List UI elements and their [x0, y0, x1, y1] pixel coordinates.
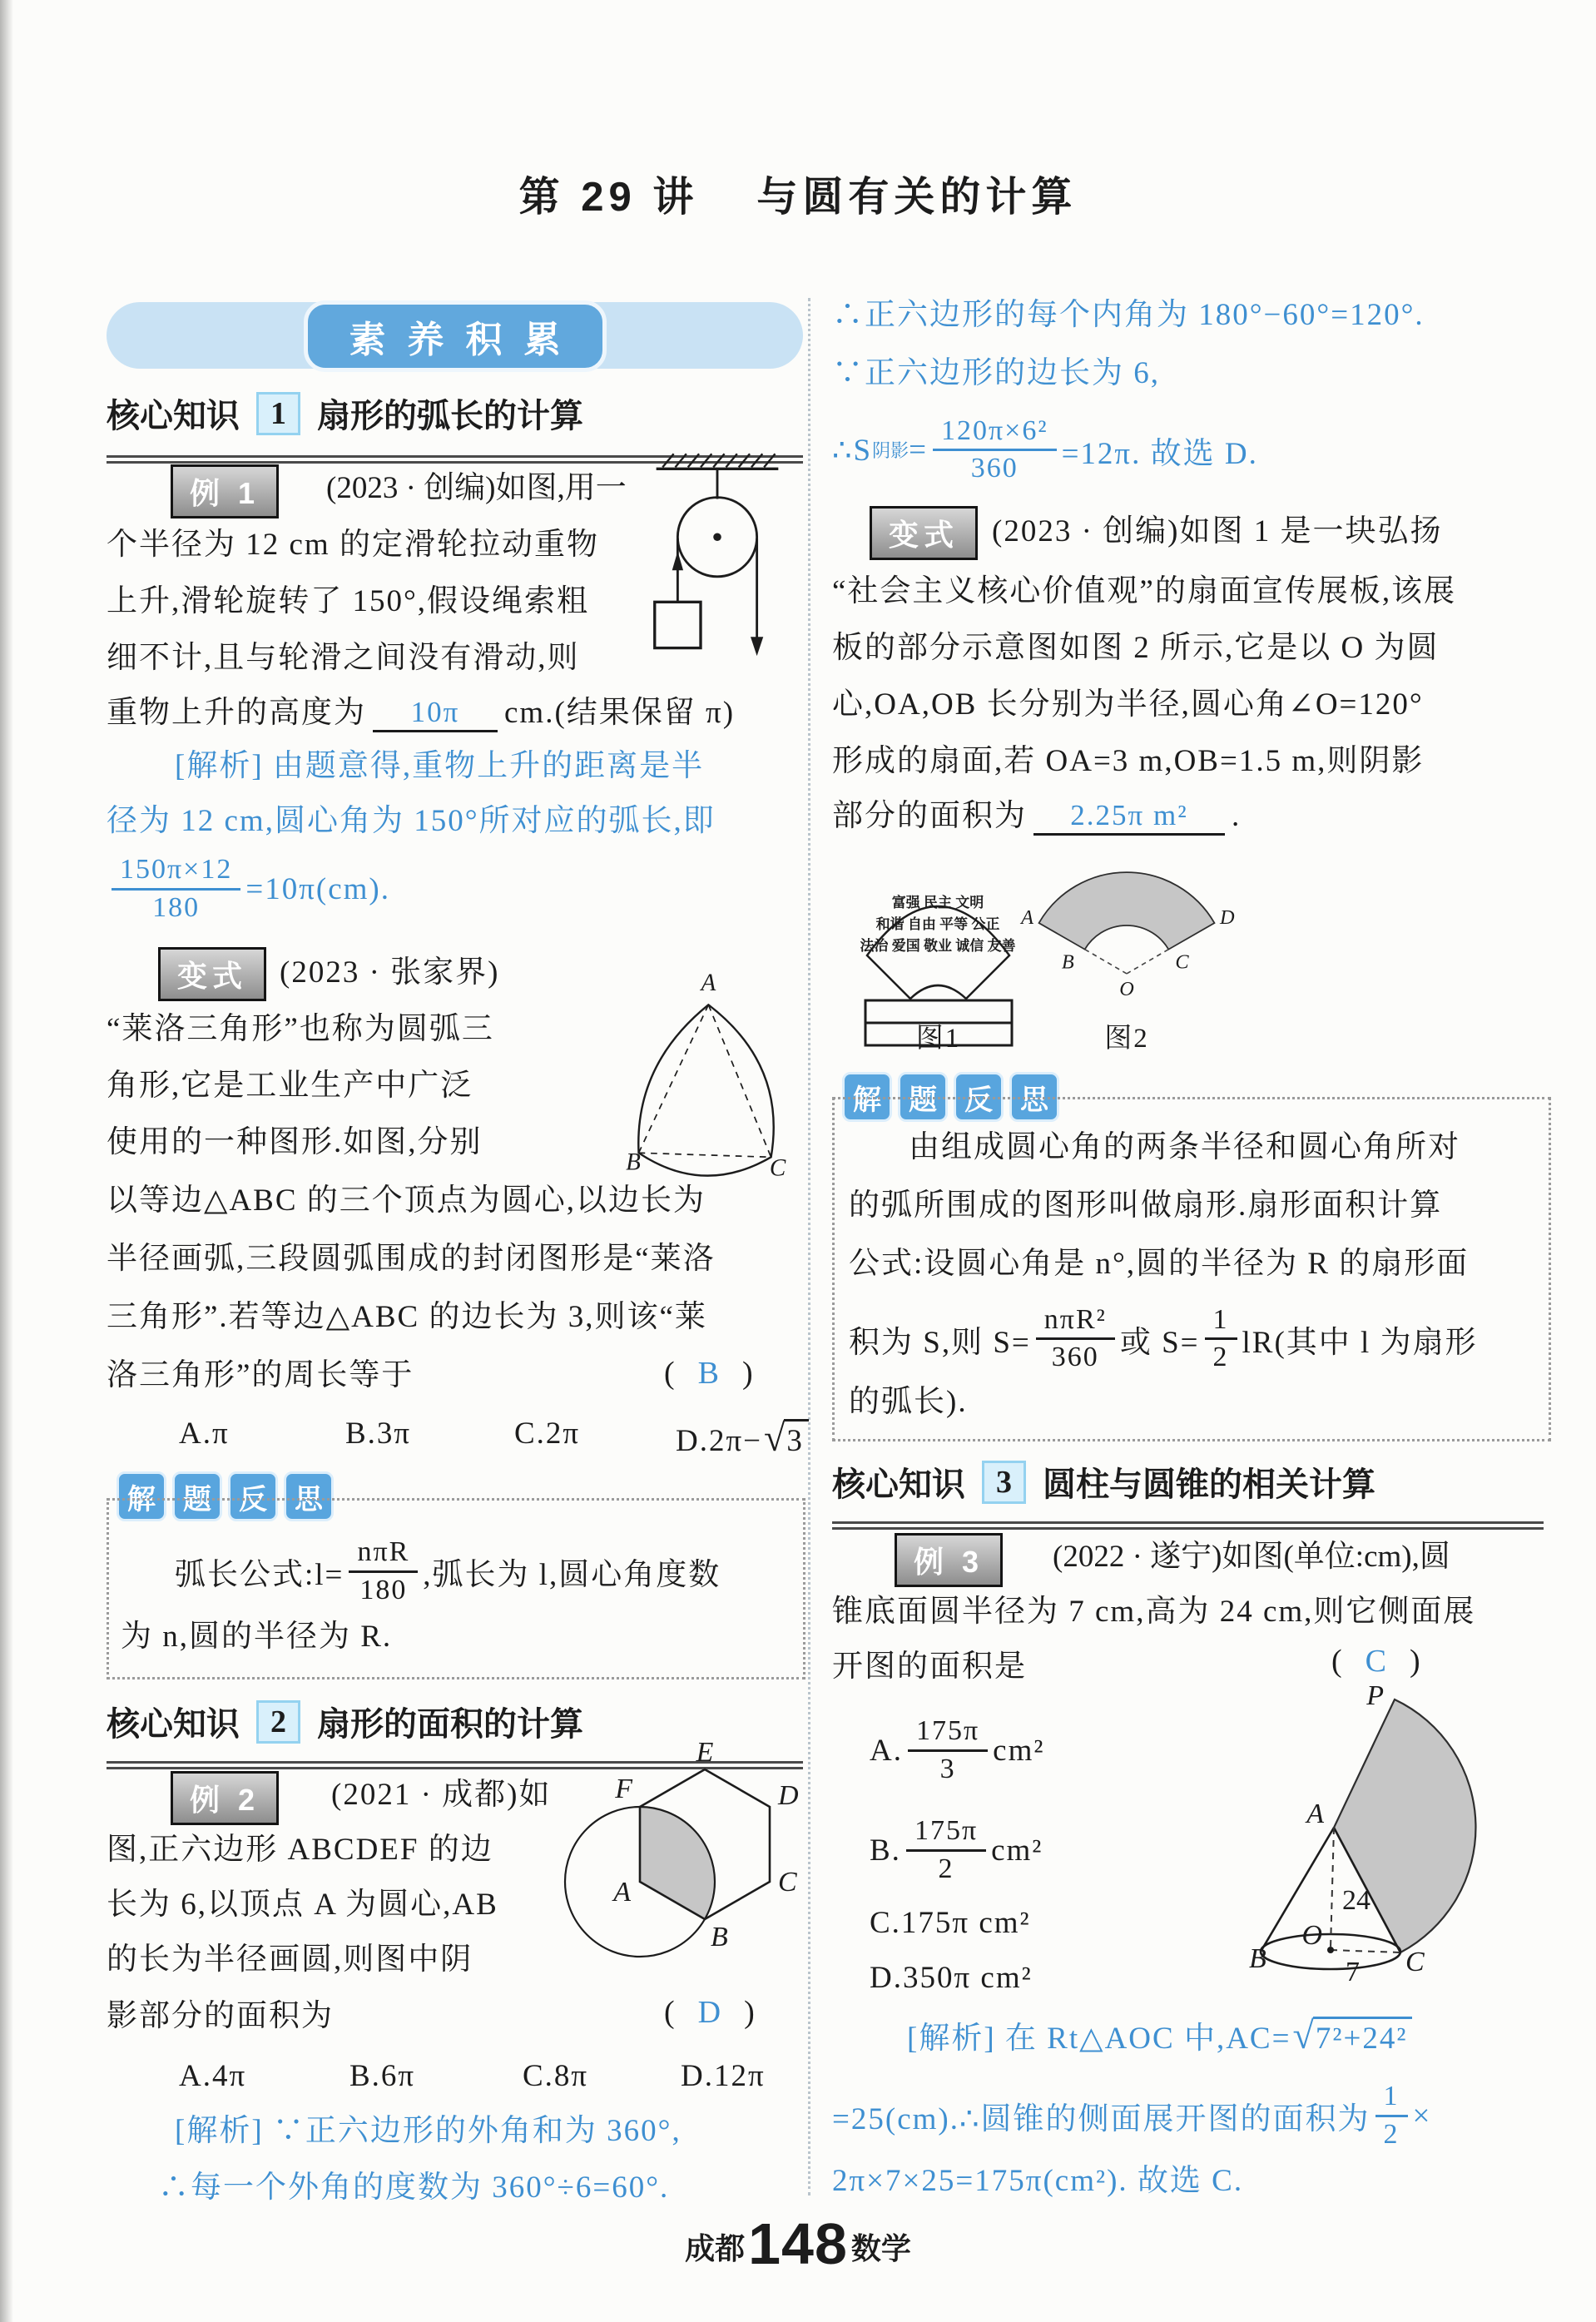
equals: =: [909, 433, 929, 467]
cone-sector-figure: [1236, 1680, 1485, 1987]
reflect2-line2: 的弧所围成的图形叫做扇形.扇形面积计算: [849, 1188, 1443, 1223]
ex1-line4: 细不计,且与轮滑之间没有滑动,则: [107, 641, 580, 675]
jiexi-tag: [解析]: [907, 2022, 996, 2056]
ex3-option-C: C.175π cm²: [870, 1906, 1031, 1940]
core-knowledge-label: 核心知识: [832, 1466, 965, 1503]
label-B: B: [1061, 950, 1074, 974]
fan-text-line3: 法治 爱国 敬业 诚信 友善: [860, 938, 1016, 954]
bs1-line5: 半径画弧,三段圆弧围成的封闭图形是“莱洛: [107, 1242, 716, 1276]
figure2-caption: 图2: [1104, 1024, 1149, 1054]
ex2-cont-line2: ∵正六边形的边长为 6,: [832, 356, 1160, 390]
suyang-badge: 素养积累: [304, 300, 607, 372]
core-knowledge-number: 3: [982, 1461, 1026, 1504]
fraction-denominator: 360: [1051, 1342, 1099, 1372]
core-knowledge-label: 核心知识: [107, 398, 240, 434]
ex2-option-A: A.4π: [179, 2059, 247, 2093]
ex3-sol-text2: =25(cm).∴圆锥的侧面展开图的面积为: [832, 2102, 1370, 2136]
ex3-solution-line2: [832, 2074, 1431, 2157]
radius-value: 7: [1346, 1957, 1360, 1987]
S-subscript: 阴影: [872, 440, 910, 461]
fan-board-figure: [857, 856, 1019, 1049]
bs1-line3: 使用的一种图形.如图,分别: [107, 1125, 483, 1159]
reuleaux-triangle-figure: [620, 970, 791, 1182]
reflect2-line5: 的弧长).: [849, 1385, 968, 1419]
cone-left-side: [1261, 1828, 1334, 1952]
fraction-denominator: 180: [359, 1574, 408, 1605]
jieti-tile: 反: [954, 1072, 1004, 1122]
radical: [764, 1415, 809, 1463]
radicand: 3: [784, 1419, 809, 1461]
arc-formula-fraction: [349, 1536, 418, 1605]
reflect2-line1: 由组成圆心角的两条半径和圆心角所对: [909, 1130, 1460, 1164]
paren-left: (: [664, 1995, 675, 2030]
vertex-label-E: E: [696, 1737, 714, 1768]
ex3-option-A: [870, 1704, 1044, 1796]
paren-right: ): [744, 1995, 755, 2030]
weight-box: [655, 602, 701, 647]
ex2-sol-text1: ∵正六边形的外角和为 360°,: [272, 2114, 682, 2148]
ceiling-hatch: [662, 454, 775, 467]
example3-badge: 例 3: [895, 1533, 1003, 1587]
ex3-solution-line3: 2π×7×25=175π(cm²). 故选 C.: [832, 2164, 1244, 2198]
ex2-answer-letter: D: [697, 1995, 721, 2030]
label-D: D: [1219, 905, 1235, 929]
column-divider: [808, 298, 810, 2195]
ex2-cont-result: =12π. 故选 D.: [1061, 436, 1258, 471]
page-title: [0, 165, 1596, 223]
vertex-label-B: B: [711, 1922, 728, 1952]
ex3-sol-text1: 在 Rt△AOC 中,AC=: [1004, 2022, 1291, 2056]
label-C: C: [1175, 950, 1189, 974]
vertex-label-A: A: [613, 1877, 631, 1908]
reflect1-text2: ,弧长为 l,圆心角度数: [423, 1558, 721, 1592]
reuleaux-outline: [638, 1005, 773, 1175]
lecture-title: 与圆有关的计算: [756, 175, 1078, 220]
ex1-answer-blank: 10π: [373, 697, 498, 733]
bs1-line7: 洛三角形”的周长等于: [107, 1358, 414, 1392]
reflect1-text1: 弧长公式:l=: [175, 1558, 344, 1592]
fraction-denominator: 3: [939, 1753, 956, 1784]
vertex-label-B: B: [626, 1149, 641, 1176]
variation2-badge: 变式: [870, 506, 978, 560]
ex3-sol-times: ×: [1412, 2098, 1432, 2133]
bs1-option-D-text: D.2π−: [676, 1424, 763, 1458]
sector-area-fraction: [933, 415, 1057, 484]
option-B-fraction: [906, 1815, 986, 1884]
fraction-denominator: 360: [970, 453, 1019, 484]
arc-length-fraction: [112, 854, 240, 923]
ex1-line1: (2023 · 创编)如图,用一: [326, 471, 627, 505]
vertex-label-D: D: [778, 1780, 799, 1811]
bs1-option-C: C.2π: [514, 1417, 581, 1451]
ex3-answer: [1331, 1643, 1420, 1679]
core-knowledge-2-heading: [107, 1698, 583, 1745]
fan-text-line1: 富强 民主 文明: [891, 895, 984, 910]
bs1-line1: “莱洛三角形”也称为圆弧三: [107, 1012, 494, 1046]
reflect2-text-c: lR(其中 l 为扇形: [1242, 1325, 1478, 1360]
reuleaux-chords: [639, 1005, 771, 1157]
core-knowledge-1-heading: [107, 389, 583, 437]
paren-left: (: [664, 1356, 675, 1391]
fraction-denominator: 2: [938, 1853, 954, 1884]
jiexi-tag: [解析]: [175, 2114, 264, 2148]
annular-sector-figure: [1021, 859, 1235, 1002]
label-O: O: [1119, 977, 1134, 1000]
figure1-caption: 图1: [915, 1024, 961, 1054]
footer-subject: 数学: [850, 2231, 911, 2265]
fraction-numerator: nπR: [349, 1536, 418, 1572]
bs2-line2: 板的部分示意图如图 2 所示,它是以 O 为圆: [832, 631, 1440, 665]
footer-page-number: 148: [748, 2211, 848, 2276]
paren-left: (: [1331, 1644, 1342, 1679]
vertex-label-A: A: [701, 970, 716, 997]
ex1-line2: 个半径为 12 cm 的定滑轮拉动重物: [107, 528, 599, 562]
core-knowledge-number: 2: [256, 1700, 300, 1744]
fraction-denominator: 180: [152, 891, 201, 923]
core-knowledge-label: 核心知识: [107, 1706, 240, 1743]
fraction-denominator: 2: [1383, 2118, 1400, 2150]
radius-dashed-lines: [1085, 950, 1169, 974]
ex1-answer-prefix: 重物上升的高度为: [107, 696, 366, 730]
ex1-line5: [107, 694, 735, 732]
core-knowledge-title: 扇形的面积的计算: [317, 1706, 583, 1743]
option-unit: cm²: [991, 1833, 1043, 1868]
ex1-solution-line1: [175, 747, 704, 786]
bs2-line3: 心,OA,OB 长分别为半径,圆心角∠O=120°: [832, 687, 1424, 722]
jieti-tile: 题: [898, 1072, 948, 1122]
ex2-line3: 长为 6,以顶点 A 为圆心,AB: [107, 1888, 498, 1922]
bs2-source: (2023 · 创编)如图 1 是一块弘扬: [992, 514, 1443, 548]
jieti-tile: 思: [1009, 1072, 1059, 1122]
core-knowledge-title: 扇形的弧长的计算: [317, 398, 583, 434]
ex2-line4: 的长为半径画圆,则图中阴: [107, 1942, 473, 1977]
vertex-label-C: C: [778, 1867, 797, 1898]
ex1-answer-suffix: cm.(结果保留 π): [504, 696, 736, 730]
center-dot: [1327, 1947, 1334, 1953]
radical-sign: √: [1292, 2015, 1316, 2057]
bs2-line1: “社会主义核心价值观”的扇面宣传展板,该展: [832, 574, 1457, 608]
option-letter: A.: [870, 1733, 903, 1768]
bs1-line6: 三角形”.若等边△ABC 的边长为 3,则该“莱: [107, 1300, 707, 1334]
ex2-option-B: B.6π: [349, 2059, 416, 2093]
hexagon-circle-figure: [543, 1737, 800, 1971]
jieti-tile: 解: [116, 1471, 166, 1521]
ex2-option-D: D.12π: [681, 2059, 766, 2093]
reflect1-line1: [175, 1530, 721, 1613]
half-fraction: [1205, 1304, 1237, 1373]
example1-badge: 例 1: [171, 464, 279, 518]
pulley-figure: [634, 446, 800, 669]
fraction-numerator: 175π: [908, 1715, 988, 1751]
example2-badge: 例 2: [171, 1771, 279, 1825]
ex1-sol-result: =10π(cm).: [245, 871, 390, 906]
ex3-line3: 开图的面积是: [832, 1650, 1027, 1684]
ex3-answer-letter: C: [1365, 1644, 1387, 1679]
ex2-cont-line3: [832, 406, 1258, 494]
suyang-band: [107, 302, 803, 369]
ex3-line2: 锥底面圆半径为 7 cm,高为 24 cm,则它侧面展: [832, 1595, 1476, 1629]
bs1-answer-letter: B: [697, 1356, 720, 1391]
ex2-line1: (2021 · 成都)如: [331, 1778, 552, 1812]
reflect1-line2: 为 n,圆的半径为 R.: [121, 1620, 393, 1654]
ex3-solution-line1: [907, 2012, 1412, 2061]
bs2-line5: [832, 797, 1241, 836]
area-formula-fraction: [1036, 1304, 1115, 1373]
lecture-number: 第 29 讲: [518, 175, 699, 220]
ex3-line1: (2022 · 遂宁)如图(单位:cm),圆: [1053, 1540, 1450, 1574]
ex1-solution-line2: 径为 12 cm,圆心角为 150°所对应的弧长,即: [107, 804, 716, 838]
ex3-option-B: [870, 1804, 1043, 1896]
footer-city: 成都: [685, 2231, 746, 2265]
half-fraction: [1375, 2081, 1408, 2150]
label-O: O: [1301, 1920, 1322, 1951]
ex2-line5: 影部分的面积为: [107, 1999, 334, 2033]
bs1-line4: 以等边△ABC 的三个顶点为圆心,以边长为: [107, 1183, 706, 1218]
ex2-solution-line2: ∴每一个外角的度数为 360°÷6=60°.: [158, 2171, 670, 2205]
fraction-denominator: 2: [1212, 1342, 1229, 1372]
variation1-badge: 变式: [158, 947, 266, 1001]
radical: [1292, 2012, 1412, 2061]
bs1-option-B: B.3π: [345, 1417, 412, 1451]
option-unit: cm²: [993, 1733, 1045, 1768]
ex2-solution-line1: [175, 2112, 682, 2151]
ex1-solution-line3: [107, 847, 390, 930]
bs2-answer-blank: 2.25π m²: [1033, 801, 1225, 836]
ex2-option-C: C.8π: [523, 2059, 589, 2093]
option-letter: B.: [870, 1833, 901, 1868]
S-symbol: ∴S: [832, 433, 873, 468]
ex2-answer: [664, 1994, 755, 2031]
jieti-tile: 解: [842, 1072, 892, 1122]
ex3-option-D: D.350π cm²: [870, 1961, 1033, 1995]
label-B: B: [1249, 1943, 1266, 1974]
reflect2-text-a: 积为 S,则 S=: [849, 1325, 1031, 1360]
scan-edge-shadow: [0, 0, 13, 2322]
heading-rule: [832, 1521, 1544, 1530]
bs1-option-A: A.π: [179, 1417, 230, 1451]
down-arrow-icon: [751, 637, 763, 656]
vertex-label-F: F: [615, 1774, 632, 1804]
bs2-line4: 形成的扇面,若 OA=3 m,OB=1.5 m,则阴影: [832, 744, 1425, 778]
bs1-option-D: [676, 1415, 809, 1463]
label-C: C: [1405, 1947, 1425, 1977]
ex1-sol-text1: 由题意得,重物上升的距离是半: [272, 749, 705, 783]
fraction-numerator: 1: [1205, 1304, 1237, 1340]
fraction-numerator: 120π×6²: [933, 415, 1057, 451]
ex1-line3: 上升,滑轮旋转了 150°,假设绳索粗: [107, 584, 590, 618]
pulley-axle: [713, 533, 721, 541]
label-A: A: [1021, 905, 1034, 929]
radicand: 7²+24²: [1313, 2017, 1413, 2058]
paren-right: ): [742, 1356, 753, 1391]
fraction-numerator: 150π×12: [112, 854, 240, 890]
ex2-line2: 图,正六边形 ABCDEF 的边: [107, 1833, 493, 1867]
bs2-answer-suffix: .: [1232, 799, 1242, 833]
vertex-label-C: C: [769, 1154, 786, 1182]
fraction-numerator: nπR²: [1036, 1304, 1115, 1340]
page-footer: [0, 2210, 1596, 2277]
core-knowledge-title: 圆柱与圆锥的相关计算: [1043, 1466, 1375, 1503]
fan-text-line2: 和谐 自由 平等 公正: [875, 916, 1000, 932]
shaded-annulus: [1039, 872, 1215, 950]
fraction-numerator: 1: [1375, 2081, 1408, 2116]
bs2-answer-prefix: 部分的面积为: [832, 799, 1027, 833]
height-value: 24: [1342, 1885, 1370, 1916]
label-P: P: [1366, 1680, 1384, 1711]
bs1-source: (2023 · 张家界): [280, 955, 500, 990]
radical-sign: √: [764, 1417, 787, 1460]
bs1-answer: [664, 1355, 753, 1392]
reflect2-line4: [849, 1295, 1478, 1382]
core-knowledge-number: 1: [256, 392, 300, 435]
jiexi-tag: [解析]: [175, 749, 264, 783]
reflect2-line3: 公式:设圆心角是 n°,圆的半径为 R 的扇形面: [849, 1247, 1470, 1281]
label-A: A: [1306, 1799, 1324, 1829]
jieti-tile: 题: [172, 1471, 222, 1521]
bs1-line2: 角形,它是工业生产中广泛: [107, 1069, 473, 1103]
paren-right: ): [1410, 1644, 1420, 1679]
jieti-tile: 思: [284, 1471, 334, 1521]
option-A-fraction: [908, 1715, 988, 1784]
reflect2-text-b: 或 S=: [1119, 1325, 1200, 1360]
fraction-numerator: 175π: [906, 1815, 986, 1851]
ex2-cont-line1: ∴正六边形的每个内角为 180°−60°=120°.: [832, 298, 1425, 332]
jieti-tile: 反: [228, 1471, 278, 1521]
core-knowledge-3-heading: [832, 1458, 1375, 1506]
